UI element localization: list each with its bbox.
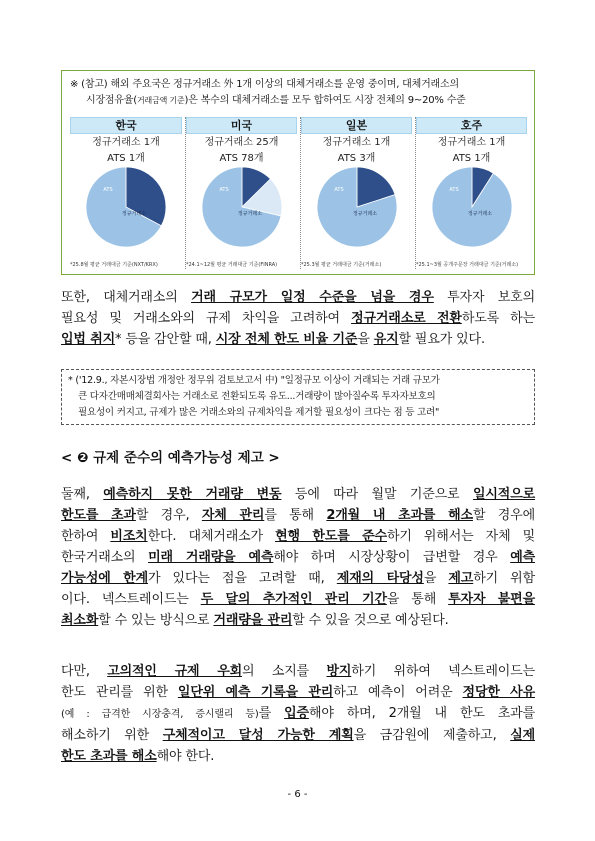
text-run: 하기 위하여 넥스트레이드는 bbox=[351, 664, 535, 679]
paragraph-2 bbox=[61, 484, 535, 631]
panel-country: 일본 bbox=[301, 117, 412, 134]
panel-ats-count: ATS 1개 bbox=[107, 153, 145, 164]
text-run: * 등을 감안할 때, bbox=[115, 332, 216, 347]
text-run: 둘째, bbox=[61, 487, 104, 502]
emphasis-run: 일단위 예측 기록을 관리 bbox=[177, 685, 334, 700]
emphasis-run: 예측 bbox=[510, 550, 536, 565]
emphasis-run: 최소화 bbox=[61, 613, 99, 628]
text-run: 하기 위해서는 자체 및 bbox=[386, 529, 535, 544]
text-run: 을 bbox=[357, 332, 374, 347]
emphasis-run: 2개월 내 초과를 해소 bbox=[326, 508, 473, 523]
paragraph-3 bbox=[61, 661, 535, 767]
slice-label: ATS bbox=[334, 187, 344, 193]
panel-exchange-count: 정규거래소 1개 bbox=[437, 137, 506, 148]
slice-label: ATS bbox=[219, 187, 229, 193]
text-line bbox=[61, 287, 535, 308]
text-line bbox=[61, 308, 535, 329]
text-run: 을 금감원에 제출하고, bbox=[353, 728, 511, 743]
footnote-line-2: 큰 다자간매매체결회사는 거래소로 전환되도록 유도...거래량이 많아질수록 투자자보호의 bbox=[78, 391, 436, 402]
panel-japan bbox=[300, 117, 412, 269]
emphasis-run: 예측하지 못한 거래량 변동 bbox=[103, 487, 282, 502]
reference-line-2b: )은 복수의 대체거래소를 모두 합하여도 시장 전체의 9~20% 수준 bbox=[184, 95, 466, 106]
text-line bbox=[61, 661, 535, 682]
emphasis-run: 제재의 타당성 bbox=[336, 571, 424, 586]
text-run: 하도록 하는 bbox=[461, 311, 536, 326]
text-run: 투자자 보호의 bbox=[433, 290, 535, 305]
panel-country: 호주 bbox=[416, 117, 527, 134]
text-run: 필요성 및 거래소와의 규제 차익을 고려하여 bbox=[61, 311, 352, 326]
emphasis-run: 자체 관리 bbox=[201, 508, 265, 523]
slice-label: 정규거래소 bbox=[237, 211, 263, 217]
text-line bbox=[61, 526, 535, 547]
emphasis-run: 실제 bbox=[510, 728, 536, 743]
emphasis-run: 입법 취지 bbox=[61, 332, 116, 347]
text-run: 할 수 있을 것으로 예상된다. bbox=[292, 613, 449, 628]
footnote-box bbox=[61, 369, 535, 425]
text-run: 을 bbox=[423, 571, 449, 586]
panel-ats-count: ATS 78개 bbox=[219, 153, 264, 164]
reference-line-2a: 시장점유율( bbox=[86, 95, 138, 106]
text-run: 를 bbox=[258, 706, 285, 721]
slice-label: ATS bbox=[103, 187, 113, 193]
slice-label: 정규거래소 bbox=[121, 211, 147, 217]
text-run: 의 소지를 bbox=[242, 664, 327, 679]
emphasis-run: 유지 bbox=[373, 332, 399, 347]
text-run: 를 통해 bbox=[264, 508, 327, 523]
text-run: 또한, 대체거래소의 bbox=[61, 290, 192, 305]
emphasis-run: 일시적으로 bbox=[472, 487, 536, 502]
text-run: 하기 위함 bbox=[473, 571, 536, 586]
text-line bbox=[61, 505, 535, 526]
slice-label: ATS bbox=[449, 187, 459, 193]
emphasis-run: 구체적이고 달성 가능한 계획 bbox=[162, 728, 354, 743]
reference-line-2 bbox=[70, 93, 526, 109]
emphasis-run: 시장 전체 한도 비율 기준 bbox=[215, 332, 358, 347]
text-run: 한도 관리를 위한 bbox=[61, 685, 178, 700]
emphasis-run: 입증 bbox=[284, 706, 309, 721]
panel-country: 한국 bbox=[70, 117, 182, 134]
emphasis-run: 한도를 초과 bbox=[61, 508, 136, 523]
text-run: 다만, bbox=[61, 664, 108, 679]
text-run: 할 수 있는 방식으로 bbox=[98, 613, 214, 628]
panel-exchange-count: 정규거래소 25개 bbox=[204, 137, 279, 148]
text-run: 한하여 bbox=[61, 529, 111, 544]
text-run: 하고 예측이 어려운 bbox=[333, 685, 463, 700]
text-line bbox=[61, 610, 535, 631]
text-line bbox=[61, 703, 535, 725]
emphasis-run: 정규거래소로 전환 bbox=[351, 311, 462, 326]
text-run: 할 경우, bbox=[135, 508, 202, 523]
emphasis-run: 두 달의 추가적인 관리 기간 bbox=[200, 592, 387, 607]
emphasis-run: 방지 bbox=[326, 664, 352, 679]
panel-exchange-count: 정규거래소 1개 bbox=[92, 137, 160, 148]
text-line bbox=[61, 484, 535, 505]
country-panels bbox=[70, 117, 526, 269]
footnote-line-1: * ('12.9., 자본시장법 개정안 정무위 검토보고서 中) "일정규모 이상이 거래되는 거래 규모가 bbox=[68, 375, 440, 386]
panel-korea bbox=[70, 117, 182, 269]
page-number: - 6 - bbox=[287, 789, 308, 800]
text-run: 해야 하며 시장상황이 급변할 경우 bbox=[273, 550, 511, 565]
pie-chart bbox=[186, 163, 298, 255]
pie-chart bbox=[416, 163, 528, 255]
pie-chart bbox=[301, 163, 413, 255]
emphasis-run: 가능성에 한계 bbox=[61, 571, 148, 586]
emphasis-run: 제고 bbox=[448, 571, 474, 586]
emphasis-run: 비조치 bbox=[110, 529, 148, 544]
emphasis-run: 현행 한도를 준수 bbox=[275, 529, 387, 544]
emphasis-run: 거래량을 관리 bbox=[213, 613, 293, 628]
panel-source: *25.1~3월 공개주문장 거래대금 기준(거래소) bbox=[416, 262, 519, 268]
text-run: 한다. 대체거래소가 bbox=[147, 529, 276, 544]
text-line bbox=[61, 725, 535, 746]
text-run: 해소하기 위한 bbox=[61, 728, 163, 743]
emphasis-run: 미래 거래량을 예측 bbox=[148, 550, 274, 565]
reference-line-1: ※ (참고) 해외 주요국은 정규거래소 外 1개 이상의 대체거래소를 운영 중이며, 대체거래소의 bbox=[70, 79, 459, 90]
text-run: 이다. 넥스트레이드는 bbox=[61, 592, 201, 607]
text-run: 한국거래소의 bbox=[61, 550, 149, 565]
text-line bbox=[61, 682, 535, 703]
pie-chart bbox=[70, 163, 182, 255]
text-line bbox=[61, 547, 535, 568]
slice-label: 정규거래소 bbox=[352, 211, 378, 217]
panel-ats-count: ATS 1개 bbox=[452, 153, 491, 164]
text-run: 가 있다는 점을 고려할 때, bbox=[148, 571, 337, 586]
text-line bbox=[61, 568, 535, 589]
panel-ats-count: ATS 3개 bbox=[337, 153, 376, 164]
text-run: (예 : 급격한 시장충격, 증시랠리 등) bbox=[61, 709, 259, 720]
text-run: 해야 한다. bbox=[156, 749, 215, 764]
text-run: 등에 따라 월말 기준으로 bbox=[281, 487, 473, 502]
text-run: 해야 하며, 2개월 내 한도 초과를 bbox=[308, 706, 535, 721]
text-run: 할 경우에 bbox=[472, 508, 535, 523]
emphasis-run: 고의적인 규제 우회 bbox=[107, 664, 243, 679]
emphasis-run: 한도 초과를 해소 bbox=[61, 749, 157, 764]
panel-source: *25.8월 평균 거래대금 기준(NXT/KRX) bbox=[70, 262, 158, 268]
emphasis-run: 투자자 불편을 bbox=[448, 592, 535, 607]
text-run: 할 필요가 있다. bbox=[398, 332, 485, 347]
reference-line-2-small: 거래금액 기준 bbox=[137, 96, 185, 105]
footnote-line-3: 필요성이 커지고, 규제가 많은 거래소와의 규제차익을 제거할 필요성이 크다는 점 등 고려" bbox=[78, 407, 440, 418]
section-heading: < ❷ 규제 준수의 예측가능성 제고 > bbox=[61, 450, 280, 466]
slice-label: 정규거래소 bbox=[467, 211, 493, 217]
emphasis-run: 정당한 사유 bbox=[462, 685, 535, 700]
panel-source: *25.3월 평균 거래대금 기준(거래소) bbox=[301, 262, 382, 268]
panel-source: *24.1~12월 평균 거래대금 기준(FINRA) bbox=[186, 262, 278, 268]
panel-country: 미국 bbox=[186, 117, 297, 134]
emphasis-run: 거래 규모가 일정 수준을 넘을 경우 bbox=[191, 290, 434, 305]
text-line bbox=[61, 746, 535, 767]
panel-exchange-count: 정규거래소 1개 bbox=[322, 137, 391, 148]
reference-box bbox=[61, 70, 535, 275]
paragraph-1 bbox=[61, 287, 535, 350]
panel-australia bbox=[415, 117, 527, 269]
panel-usa bbox=[185, 117, 297, 269]
pie-slice bbox=[432, 167, 512, 247]
text-run: 을 통해 bbox=[386, 592, 449, 607]
text-line bbox=[61, 329, 535, 350]
text-line bbox=[61, 589, 535, 610]
